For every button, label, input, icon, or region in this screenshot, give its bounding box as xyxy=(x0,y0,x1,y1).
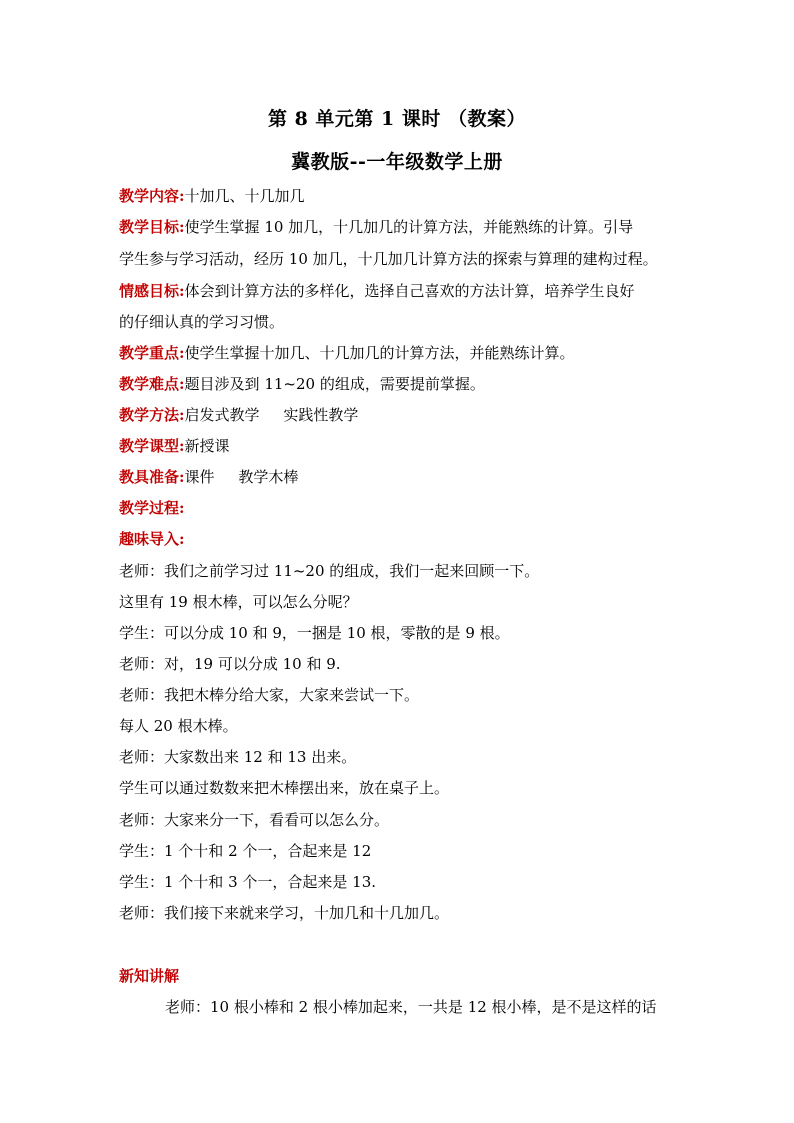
tools-label: 教具准备: xyxy=(119,468,185,486)
dialogue-line: 老师：大家来分一下，看看可以怎么分。 xyxy=(119,811,390,829)
type-label: 教学课型: xyxy=(119,437,185,455)
emotion-text-line1: 体会到计算方法的多样化，选择自己喜欢的方法计算，培养学生良好 xyxy=(184,282,635,300)
dialogue-line: 老师：我把木棒分给大家，大家来尝试一下。 xyxy=(119,686,420,704)
dialogue-line: 老师：大家数出来 12 和 13 出来。 xyxy=(119,748,357,766)
method-value: 启发式教学 实践性教学 xyxy=(184,406,359,424)
dialogue-line: 学生：1 个十和 3 个一，合起来是 13. xyxy=(119,873,377,891)
page-subtitle: 冀教版--一年级数学上册 xyxy=(291,151,503,173)
intro-heading: 趣味导入: xyxy=(119,530,185,548)
dialogue-line: 这里有 19 根木棒，可以怎么分呢？ xyxy=(119,593,358,611)
new-knowledge-heading: 新知讲解 xyxy=(119,967,180,985)
key-label: 教学重点: xyxy=(119,344,185,362)
dialogue-line: 老师：我们接下来就来学习，十加几和十几加几。 xyxy=(119,904,450,922)
method-row xyxy=(119,405,679,425)
goal-text-line1: 使学生掌握 10 加几，十几加几的计算方法，并能熟练的计算。引导 xyxy=(184,218,634,236)
process-heading: 教学过程: xyxy=(119,499,185,517)
emotion-row xyxy=(119,281,679,301)
content-row xyxy=(119,186,679,206)
tools-row xyxy=(119,467,679,487)
content-label: 教学内容: xyxy=(119,187,185,205)
dialogue-line: 学生：1 个十和 2 个一，合起来是 12 xyxy=(119,842,372,860)
key-row xyxy=(119,343,679,363)
tools-value: 课件 教学木棒 xyxy=(184,468,299,486)
type-row xyxy=(119,436,679,456)
emotion-text-line2: 的仔细认真的学习习惯。 xyxy=(119,313,285,331)
key-value: 使学生掌握十加几、十几加几的计算方法，并能熟练计算。 xyxy=(184,344,575,362)
page-title: 第 8 单元第 1 课时 （教案） xyxy=(267,108,526,130)
goal-text-line2: 学生参与学习活动，经历 10 加几，十几加几计算方法的探索与算理的建构过程。 xyxy=(119,250,658,268)
content-value: 十加几、十几加几 xyxy=(184,187,305,205)
new-knowledge-line1: 老师：10 根小棒和 2 根小棒加起来，一共是 12 根小棒，是不是这样的话 xyxy=(165,998,657,1016)
difficulty-row xyxy=(119,374,679,394)
goal-row xyxy=(119,217,679,237)
dialogue-line: 学生：可以分成 10 和 9，一捆是 10 根，零散的是 9 根。 xyxy=(119,624,510,642)
difficulty-label: 教学难点: xyxy=(119,375,185,393)
dialogue-line: 每人 20 根木棒。 xyxy=(119,717,238,735)
dialogue-line: 老师：我们之前学习过 11~20 的组成，我们一起来回顾一下。 xyxy=(119,562,540,580)
method-label: 教学方法: xyxy=(119,406,185,424)
dialogue-line: 老师：对，19 可以分成 10 和 9. xyxy=(119,655,341,673)
goal-label: 教学目标: xyxy=(119,218,185,236)
dialogue-line: 学生可以通过数数来把木棒摆出来，放在桌子上。 xyxy=(119,779,450,797)
emotion-label: 情感目标: xyxy=(119,282,185,300)
difficulty-value: 题目涉及到 11~20 的组成，需要提前掌握。 xyxy=(184,375,485,393)
type-value: 新授课 xyxy=(184,437,230,455)
